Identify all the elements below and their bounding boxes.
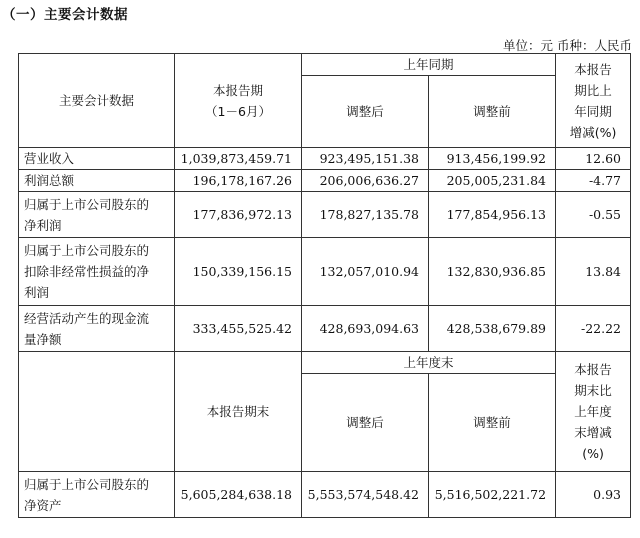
header-change-line1: 本报告 [574, 61, 612, 77]
cell-change: 12.60 [556, 148, 631, 170]
header-current-line2: （1－6月） [205, 103, 271, 119]
cell-change: -22.22 [556, 306, 631, 352]
cell-before: 132,830,936.85 [429, 238, 556, 306]
header-change [556, 54, 631, 148]
table-row [19, 238, 631, 306]
section-title: （一）主要会计数据 [2, 7, 128, 23]
table-row [19, 148, 631, 170]
header2-change [556, 352, 631, 472]
row-label [19, 192, 175, 238]
row-label-line2: 净资产 [24, 497, 62, 513]
row-label: 营业收入 [19, 148, 175, 170]
unit-currency-note: 单位：元 币种：人民币 [503, 38, 632, 53]
table-row [19, 306, 631, 352]
header-current-line1: 本报告期 [212, 82, 263, 98]
header-adjusted: 调整后 [302, 76, 429, 148]
header2-change-line5: (%) [582, 446, 604, 461]
header-prior-period-group: 上年同期 [302, 54, 556, 76]
cell-adjusted: 923,495,151.38 [302, 148, 429, 170]
header-change-line4: 增减(%) [569, 124, 617, 140]
table-row [19, 192, 631, 238]
header-item: 主要会计数据 [19, 54, 175, 148]
header-change-line2: 期比上 [574, 82, 612, 98]
row-label: 利润总额 [19, 170, 175, 192]
cell-before: 205,005,231.84 [429, 170, 556, 192]
row-label-line2: 扣除非经常性损益的净 [24, 264, 150, 279]
row-label-line1: 归属于上市公司股东的 [24, 476, 150, 492]
row-label-line3: 利润 [24, 285, 50, 300]
header-current-period [175, 54, 302, 148]
cell-before: 5,516,502,221.72 [429, 472, 556, 518]
cell-before: 177,854,956.13 [429, 192, 556, 238]
row-label-line1: 经营活动产生的现金流 [24, 310, 150, 326]
row-label-line1: 归属于上市公司股东的 [24, 196, 150, 212]
header2-prior-year-end-group: 上年度末 [302, 352, 556, 374]
cell-adjusted: 178,827,135.78 [302, 192, 429, 238]
cell-adjusted: 206,006,636.27 [302, 170, 429, 192]
header2-change-line3: 上年度 [574, 404, 612, 419]
cell-current: 333,455,525.42 [175, 306, 302, 352]
cell-current: 5,605,284,638.18 [175, 472, 302, 518]
cell-current: 150,339,156.15 [175, 238, 302, 306]
row-label [19, 472, 175, 518]
header2-adjusted: 调整后 [302, 374, 429, 472]
cell-current: 196,178,167.26 [175, 170, 302, 192]
cell-before: 913,456,199.92 [429, 148, 556, 170]
cell-current: 177,836,972.13 [175, 192, 302, 238]
header2-item-blank [19, 352, 175, 472]
row-label-line2: 净利润 [24, 217, 62, 233]
header2-before-adjustment: 调整前 [429, 374, 556, 472]
cell-adjusted: 428,693,094.63 [302, 306, 429, 352]
table-row [19, 170, 631, 192]
cell-change: -4.77 [556, 170, 631, 192]
cell-adjusted: 5,553,574,548.42 [302, 472, 429, 518]
header2-current-period-end: 本报告期末 [175, 352, 302, 472]
cell-adjusted: 132,057,010.94 [302, 238, 429, 306]
row-label-line2: 量净额 [24, 331, 62, 347]
table-row [19, 472, 631, 518]
cell-change: 0.93 [556, 472, 631, 518]
row-label [19, 238, 175, 306]
header2-change-line1: 本报告 [574, 362, 612, 377]
cell-change: 13.84 [556, 238, 631, 306]
header-before-adjustment: 调整前 [429, 76, 556, 148]
row-label [19, 306, 175, 352]
header2-change-line4: 末增减 [574, 425, 612, 440]
cell-before: 428,538,679.89 [429, 306, 556, 352]
cell-current: 1,039,873,459.71 [175, 148, 302, 170]
cell-change: -0.55 [556, 192, 631, 238]
row-label-line1: 归属于上市公司股东的 [24, 243, 150, 258]
header-change-line3: 年同期 [574, 103, 612, 119]
key-accounting-data-table [18, 53, 631, 518]
header2-change-line2: 期末比 [574, 383, 612, 398]
